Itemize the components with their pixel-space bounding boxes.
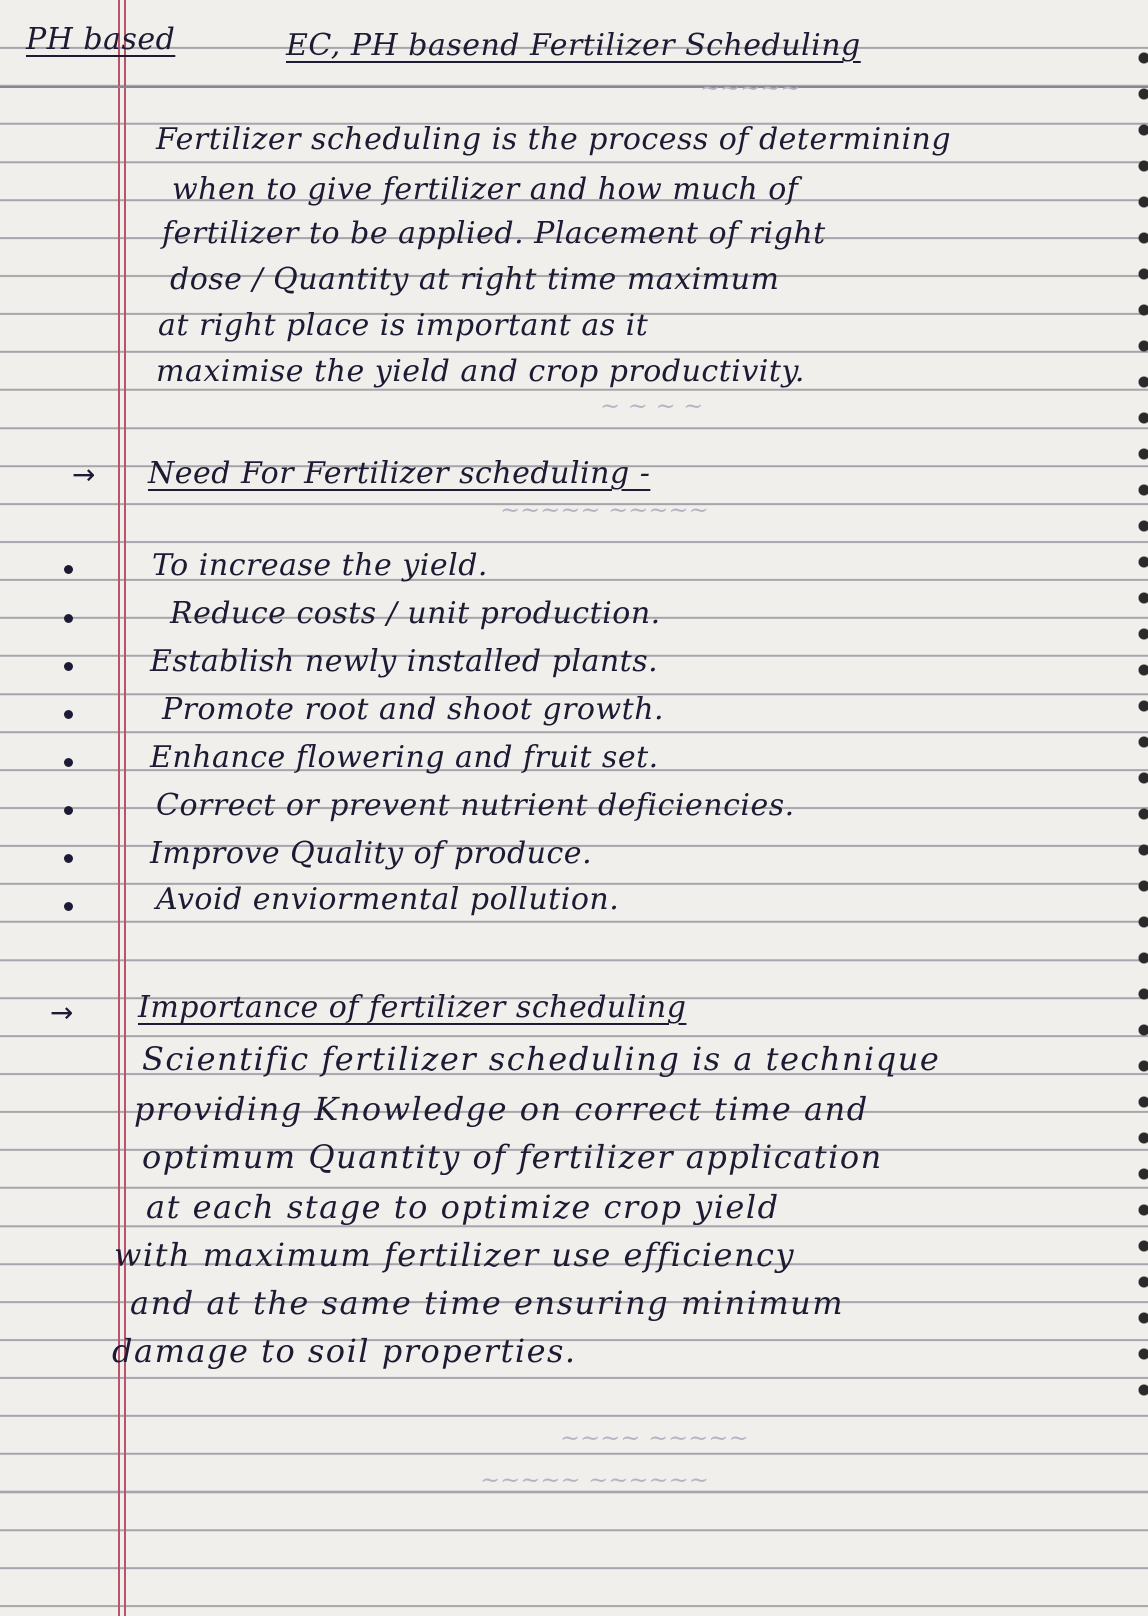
- paragraph-line: Scientific fertilizer scheduling is a technique: [142, 1040, 941, 1078]
- bleed-through-mark: ~~~~~ ~~~~~: [500, 496, 709, 524]
- paragraph-line: damage to soil properties.: [112, 1332, 577, 1370]
- arrow-marker: →: [72, 458, 96, 491]
- paragraph-line: dose / Quantity at right time maximum: [170, 262, 780, 297]
- paragraph-line: maximise the yield and crop productivity.: [156, 354, 805, 389]
- header-label: PH based: [26, 22, 176, 57]
- list-item: Enhance flowering and fruit set.: [150, 740, 659, 775]
- bullet-dot: [64, 854, 73, 863]
- bullet-dot: [64, 614, 73, 623]
- paragraph-line: with maximum fertilizer use efficiency: [114, 1236, 796, 1274]
- margin-line: [124, 0, 126, 1616]
- bleed-through-mark: ~~~~ ~~~~~: [560, 1424, 749, 1452]
- bleed-through-mark: ~ ~ ~ ~: [600, 392, 704, 420]
- bleed-through-mark: ~~~~~: [700, 74, 801, 102]
- paragraph-line: optimum Quantity of fertilizer application: [142, 1138, 883, 1176]
- bullet-dot: [64, 565, 73, 574]
- paragraph-line: at each stage to optimize crop yield: [146, 1188, 780, 1226]
- list-item: Correct or prevent nutrient deficiencies.: [156, 788, 795, 823]
- list-item: To increase the yield.: [152, 548, 488, 583]
- section-heading: Importance of fertilizer scheduling: [138, 990, 687, 1025]
- list-item: Establish newly installed plants.: [150, 644, 659, 679]
- paragraph-line: providing Knowledge on correct time and: [134, 1090, 869, 1128]
- paragraph-line: and at the same time ensuring minimum: [130, 1284, 845, 1322]
- list-item: Reduce costs / unit production.: [170, 596, 661, 631]
- page-title: EC, PH basend Fertilizer Scheduling: [286, 28, 861, 63]
- list-item: Avoid enviormental pollution.: [156, 882, 620, 917]
- bullet-dot: [64, 758, 73, 767]
- paragraph-line: at right place is important as it: [158, 308, 649, 343]
- section-heading: Need For Fertilizer scheduling -: [148, 456, 651, 491]
- margin-line: [118, 0, 120, 1616]
- list-item: Promote root and shoot growth.: [162, 692, 665, 727]
- bullet-dot: [64, 806, 73, 815]
- paragraph-line: fertilizer to be applied. Placement of right: [162, 216, 826, 251]
- paragraph-line: when to give fertilizer and how much of: [172, 172, 799, 207]
- arrow-marker: →: [50, 996, 74, 1029]
- header-rule: [0, 86, 1148, 88]
- bullet-dot: [64, 902, 73, 911]
- list-item: Improve Quality of produce.: [150, 836, 593, 871]
- paragraph-line: Fertilizer scheduling is the process of determining: [156, 122, 952, 157]
- spiral-binding: [1132, 40, 1148, 1400]
- bleed-through-mark: ~~~~~ ~~~~~~: [480, 1466, 709, 1494]
- bullet-dot: [64, 710, 73, 719]
- bullet-dot: [64, 662, 73, 671]
